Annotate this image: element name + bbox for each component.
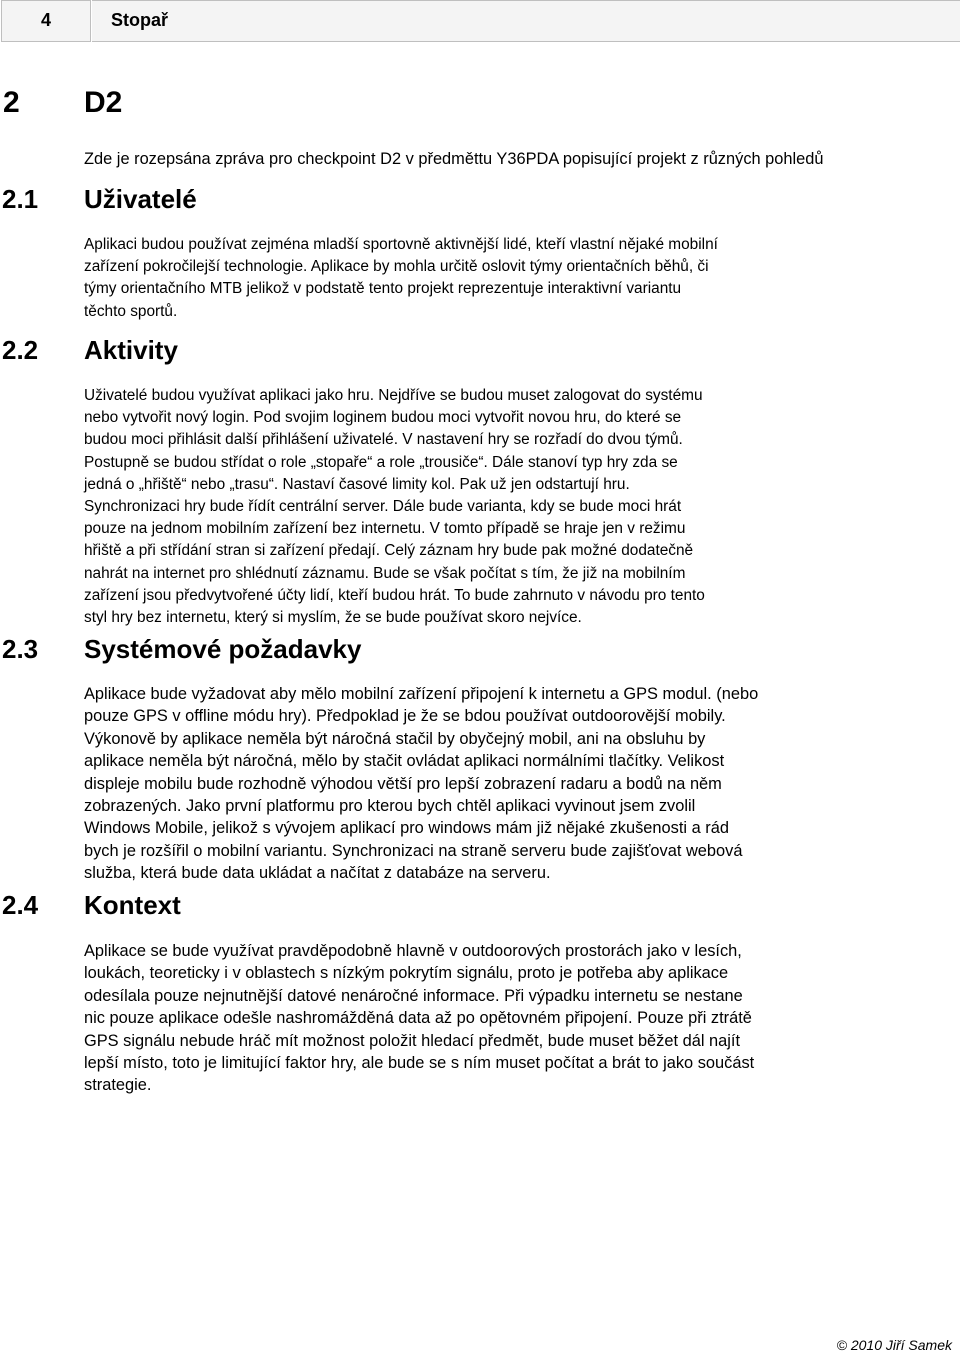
section-title: Uživatelé bbox=[84, 184, 197, 214]
text-line: Windows Mobile, jelikož s vývojem aplikací pro windows mám již nějaké zkušenosti a rád bbox=[84, 819, 729, 838]
document-title-box bbox=[92, 0, 960, 42]
section-body bbox=[84, 683, 884, 885]
text-line: nebo vytvořit nový login. Pod svojim loginem budou moci vytvořit novou hru, do které se bbox=[84, 409, 682, 427]
text-line: nahrát na internet pro shlédnutí záznamu. Bude se však počítat s tím, že již na mobilním bbox=[84, 564, 686, 582]
text-line: bych je rozšířil o mobilní variantu. Synchronizaci na straně serveru bude zajišťovat webová bbox=[84, 841, 743, 860]
text-line: jedná o „hřiště“ nebo „trasu“. Nastaví časové limity kol. Pak už jen odstartují hru. bbox=[84, 475, 630, 493]
section-body bbox=[84, 385, 884, 629]
text-line: styl hry bez internetu, který si myslím, že se bude používat skoro nejvíce. bbox=[84, 609, 582, 627]
text-line: Aplikace se bude využívat pravděpodobně hlavně v outdoorových prostorách jako v lesích, bbox=[84, 942, 742, 960]
text-line: hřiště a při střídání stran si zařízení předají. Celý záznam hry bude pak možné dodatečně bbox=[84, 542, 694, 560]
section-number: 2.2 bbox=[2, 335, 39, 365]
text-line: pouze na jednom mobilním zařízení bez internetu. V tomto případě se hraje jen v režimu bbox=[84, 520, 686, 538]
text-line: strategie. bbox=[84, 1076, 152, 1095]
chapter-title: D2 bbox=[84, 86, 123, 119]
section-number: 2.1 bbox=[2, 184, 39, 214]
text-line: Aplikace bude vyžadovat aby mělo mobilní zařízení připojení k internetu a GPS modul. (nebo bbox=[84, 685, 759, 703]
text-line: odesílala pouze nejnutnější datové nenáročné informace. Při výpadku internetu se nestane bbox=[84, 986, 743, 1005]
text-line: týmy orientačního MTB jelikož v podstatě tento projekt reprezentuje interaktivní variantu bbox=[84, 280, 682, 298]
text-line: Synchronizaci hry bude řídít centrální server. Dále bude varianta, kdy se bude moci hrát bbox=[84, 498, 682, 516]
footer-copyright: © 2010 Jiří Samek bbox=[836, 1337, 952, 1353]
text-line: zařízení pokročilejší technologie. Aplikace by mohla určitě oslovit týmy orientačních běhů, či bbox=[84, 258, 709, 276]
text-line: lepší místo, toto je limitující faktor hry, ale bude se s ním muset počítat a brát to jako součást bbox=[84, 1054, 755, 1073]
text-line: pouze GPS v offline módu hry). Předpoklad je že se bdou používat outdoorovější mobily. bbox=[84, 707, 726, 726]
section-title: Systémové požadavky bbox=[84, 634, 362, 664]
text-line: displeje mobilu bude rozhodně výhodou větší pro lepší zobrazení radaru a bodů na něm bbox=[84, 774, 722, 793]
page-number-box bbox=[1, 0, 91, 42]
text-line: budou moci přihlásit další přihlášení uživatelé. V nastavení hry se rozřadí do dvou týmů. bbox=[84, 431, 683, 449]
page-header bbox=[0, 0, 960, 44]
text-line: zařízení jsou předvytvořené účty lidí, kteří budou hrát. To bude zahrnuto v návodu pro tento bbox=[84, 586, 705, 604]
text-line: Aplikaci budou používat zejména mladší sportovně aktivnější lidé, kteří vlastní nějaké mobilní bbox=[84, 236, 718, 253]
text-line: nic pouze aplikace odešle nashromážděná data až po opětovném připojení. Pouze při ztrátě bbox=[84, 1009, 752, 1028]
text-line: Uživatelé budou využívat aplikaci jako hru. Nejdříve se budou muset zalogovat do systému bbox=[84, 387, 703, 404]
section-number: 2.4 bbox=[2, 890, 39, 920]
text-line: aplikace neměla být náročná, mělo by stačit ovládat aplikaci normálními tlačítky. Velikost bbox=[84, 752, 725, 771]
section-title: Kontext bbox=[84, 890, 181, 920]
text-line: služba, která bude data ukládat a načítat z databáze na serveru. bbox=[84, 864, 551, 883]
section-body bbox=[84, 940, 884, 1097]
text-line: těchto sportů. bbox=[84, 302, 178, 320]
chapter-intro: Zde je rozepsána zpráva pro checkpoint D2 v předměttu Y36PDA popisující projekt z různých pohledů bbox=[84, 150, 824, 168]
text-line: loukách, teoreticky i v oblastech s nízkým pokrytím signálu, proto je potřeba aby aplikace bbox=[84, 964, 729, 983]
text-line: GPS signálu nebude hráč mít možnost položit hledací předmět, bude muset běžet dál najít bbox=[84, 1031, 741, 1050]
section-number: 2.3 bbox=[2, 634, 39, 664]
page-number: 4 bbox=[41, 10, 52, 30]
text-line: zobrazených. Jako první platformu pro kterou bych chtěl aplikaci vyvinout jsem zvolil bbox=[84, 797, 696, 816]
document-title: Stopař bbox=[111, 10, 169, 30]
section-body bbox=[84, 234, 884, 323]
section-title: Aktivity bbox=[84, 335, 178, 365]
text-line: Výkonově by aplikace neměla být náročná stačil by obyčejný mobil, ani na obsluhu by bbox=[84, 729, 706, 748]
chapter-number: 2 bbox=[3, 86, 20, 119]
text-line: Postupně se budou střídat o role „stopaře“ a role „trousiče“. Dále stanoví typ hry zda se bbox=[84, 453, 678, 471]
